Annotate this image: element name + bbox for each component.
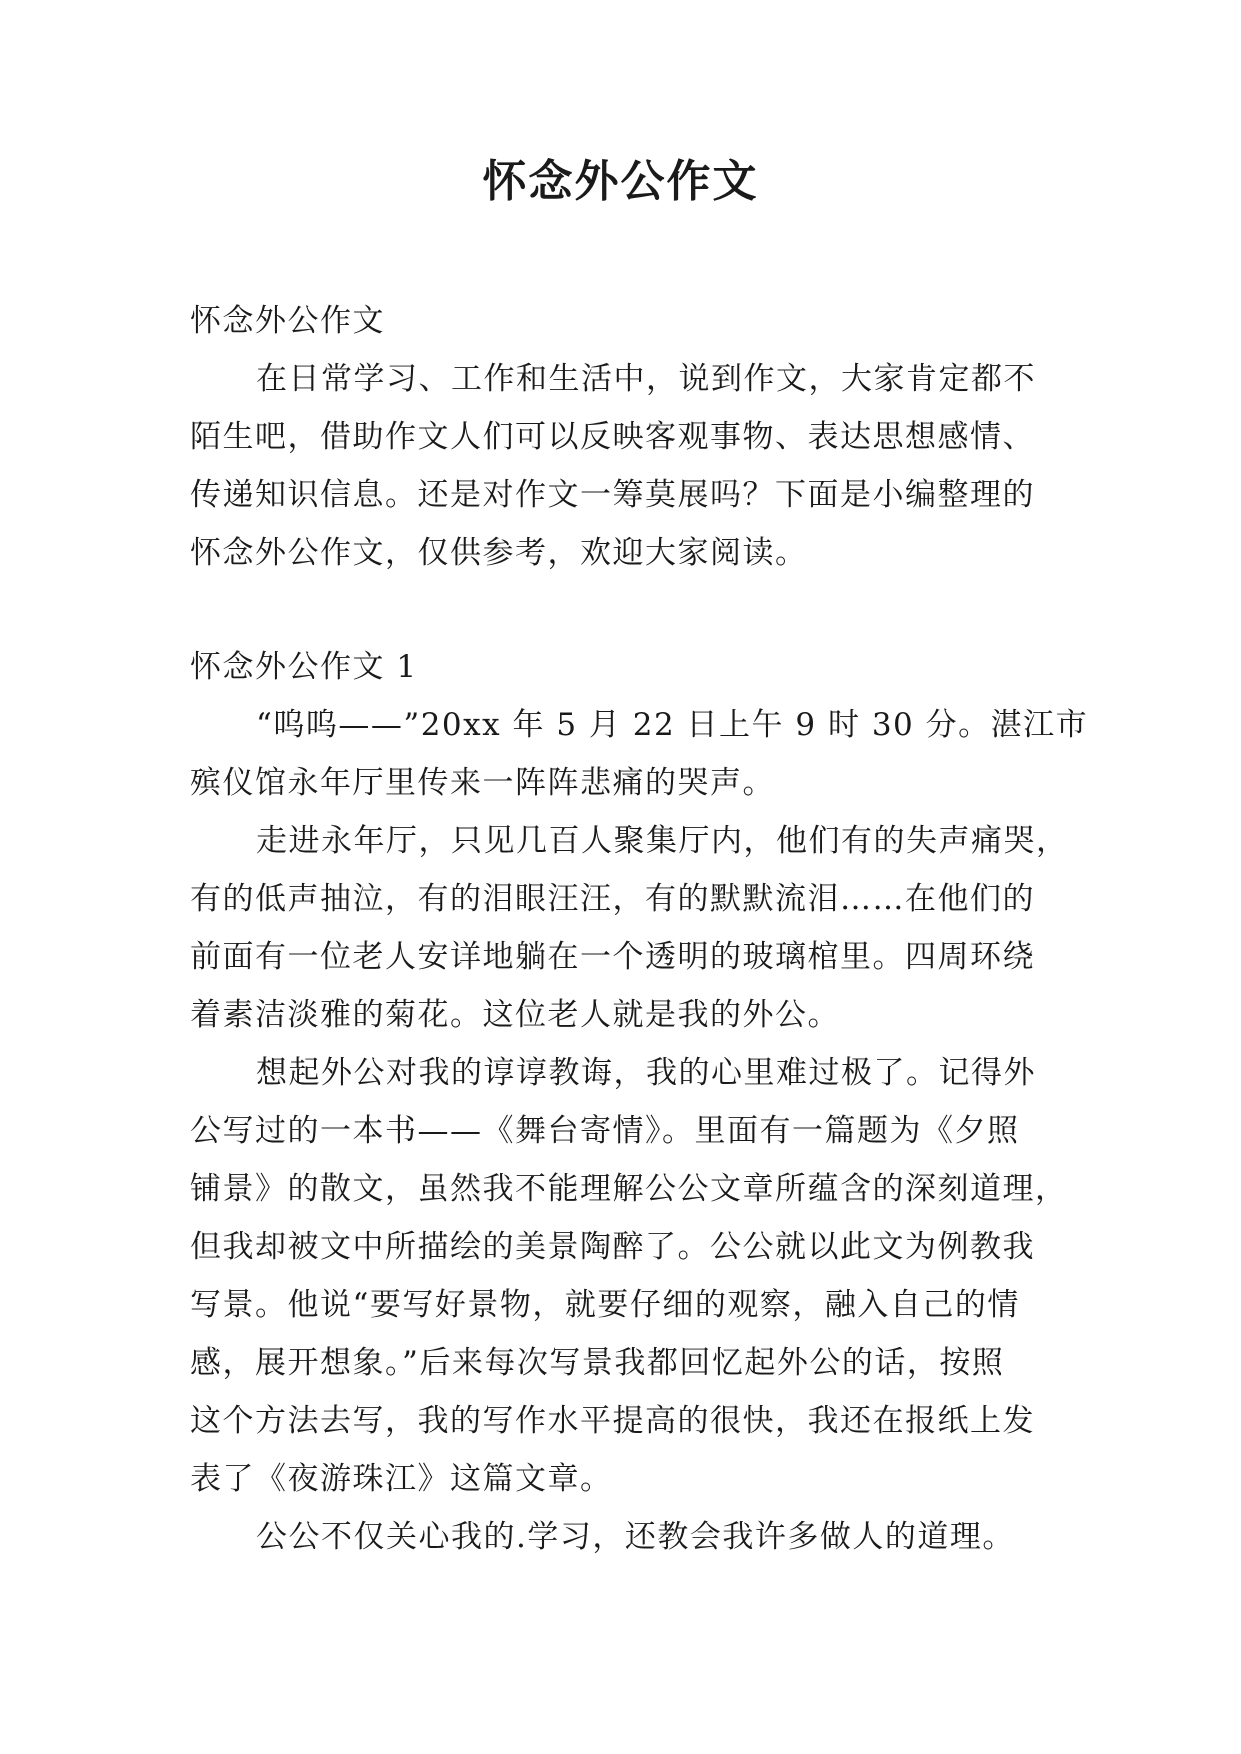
paragraph-line: 有的低声抽泣，有的泪眼汪汪，有的默默流泪……在他们的: [190, 881, 1035, 917]
section-gap: [190, 582, 1060, 638]
paragraph-line: 公公不仅关心我的.学习，还教会我许多做人的道理。: [256, 1519, 1015, 1555]
paragraph-line: 走进永年厅，只见几百人聚集厅内，他们有的失声痛哭，: [256, 823, 1069, 859]
paragraph-line: 表了《夜游珠江》这篇文章。: [190, 1461, 613, 1497]
paragraph-line: 公写过的一本书——《舞台寄情》。里面有一篇题为《夕照: [190, 1113, 1020, 1149]
intro-line-1: 在日常学习、工作和生活中，说到作文，大家肯定都不: [256, 361, 1036, 397]
document-title: 怀念外公作文: [482, 156, 759, 207]
paragraph-line: 感，展开想象。”后来每次写景我都回忆起外公的话，按照: [190, 1345, 1005, 1381]
document-body: [190, 292, 1089, 1566]
paragraph-line: 殡仪馆永年厅里传来一阵阵悲痛的哭声。: [190, 765, 775, 801]
paragraph-line: 想起外公对我的谆谆教诲，我的心里难过极了。记得外: [256, 1055, 1036, 1091]
paragraph-line: 写景。他说“要写好景物，就要仔细的观察，融入自己的情: [190, 1287, 1020, 1323]
paragraph-line: 但我却被文中所描绘的美景陶醉了。公公就以此文为例教我: [190, 1229, 1035, 1265]
paragraph-line: 铺景》的散文，虽然我不能理解公公文章所蕴含的深刻道理，: [190, 1171, 1068, 1207]
paragraph-line: 着素洁淡雅的菊花。这位老人就是我的外公。: [190, 997, 840, 1033]
paragraph-line: 这个方法去写，我的写作水平提高的很快，我还在报纸上发: [190, 1403, 1035, 1439]
intro-line-3: 传递知识信息。还是对作文一筹莫展吗？下面是小编整理的: [190, 477, 1035, 513]
intro-line-4: 怀念外公作文，仅供参考，欢迎大家阅读。: [190, 535, 808, 571]
subtitle-line: 怀念外公作文: [190, 303, 385, 339]
section-heading: 怀念外公作文 1: [190, 649, 418, 685]
paragraph-line: 前面有一位老人安详地躺在一个透明的玻璃棺里。四周环绕: [190, 939, 1035, 975]
paragraph-line: “呜呜——”20xx 年 5 月 22 日上午 9 时 30 分。湛江市: [256, 707, 1089, 743]
intro-line-2: 陌生吧，借助作文人们可以反映客观事物、表达思想感情、: [190, 419, 1035, 455]
